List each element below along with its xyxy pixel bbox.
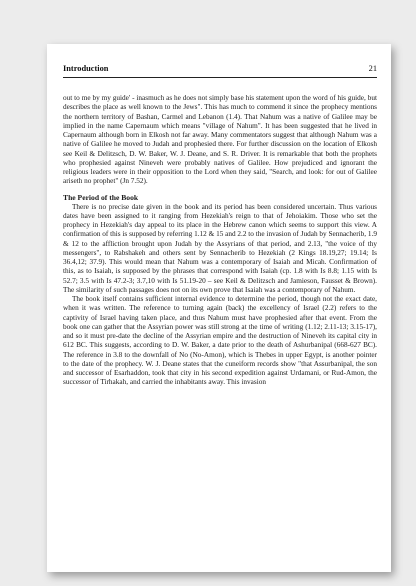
page-number: 21 xyxy=(368,64,377,73)
body-paragraph: There is no precise date given in the book and its period has been considered uncertain. Thus various dates have been assigned to it ranging from Hezekiah's reign to that of Jehoiakim. Those who set the prophecy in Hezekiah's day appeal to its place in the Hebrew canon which seems to support this view. A confirmation of this is supposed by referring 1.12 & 15 and 2.2 to the invasion of Judah by Sennacherib, 1.9 & 12 to the affliction brought upon Judah by the Assyrians of that period, and 2.13, "the voice of thy messengers", to Rabshakeh and others sent by Sennacherib to Hezekiah (2 Kings 18.19,27; 19.14; Is 36.4,12; 37.9). This would mean that Nahum was a contemporary of Isaiah and Micah. Confirmation of this, as to Isaiah, is supposed by the phrases that correspond with Isaiah (cp. 1.8 with Is 8.8; 1.15 with Is 52.7; 3.5 with Is 47.2-3; 3.7,10 with Is 51.19-20 – see Keil & Delitzsch and Jamieson, Fausset & Brown). The similarity of such passages does not on its own prove that Isaiah was a contemporary of Nahum. xyxy=(63,202,377,294)
section-heading: The Period of the Book xyxy=(63,192,139,202)
page-body xyxy=(63,94,377,388)
running-head-title: Introduction xyxy=(63,64,109,73)
running-head xyxy=(63,64,377,76)
body-paragraph: out to me by my guide' - inasmuch as he does not simply base his statement upon the word of his guide, but describes the place as well known to the Jews". This has much to commend it since the prophecy mentions the northern territory of Bashan, Carmel and Lebanon (1.4). That Nahum was a native of Galilee may be implied in the name Capernaum which means "village of Nahum". It has been suggested that he lived in Capernaum although born in Elkosh not far away. Many commentators suggest that although Nahum was a native of Galilee he moved to Judah and prophesied there. For further discussion on the location of Elkosh see Keil & Delitzsch, D. W. Baker, W. J. Deane, and S. R. Driver. It is remarkable that both the prophets who prophesied against Nineveh were probably natives of Galilee. How prejudiced and ignorant the religious leaders were in their opposition to the Lord when they said, "Search, and look: for out of Galilee ariseth no prophet" (Jn 7.52). xyxy=(63,94,377,186)
book-page xyxy=(47,44,391,572)
header-rule xyxy=(63,77,377,78)
body-paragraph: The book itself contains sufficient internal evidence to determine the period, though not the exact date, when it was written. The reference to turning again (back) the excellency of Israel (2.2) refers to the captivity of Israel having taken place, and thus Nahum must have prophesied after that event. From the book one can gather that the Assyrian power was still strong at the time of writing (1.12; 2.11-13; 3.15-17), and so it must pre-date the decline of the Assyrian empire and the destruction of Nineveh its capital city in 612 BC. This suggests, according to D. W. Baker, a date prior to the death of Ashurbanipal (668-627 BC). The reference in 3.8 to the downfall of No (No-Amon), which is Thebes in upper Egypt, is another pointer to the date of the prophecy. W. J. Deane states that the cuneiform records show "that Assurbanipal, the son and successor of Esarhaddon, took that city in his second expedition against Urdamani, or Rud-Amon, the successor of Tirhakah, and carried the inhabitants away. This invasion xyxy=(63,295,377,387)
